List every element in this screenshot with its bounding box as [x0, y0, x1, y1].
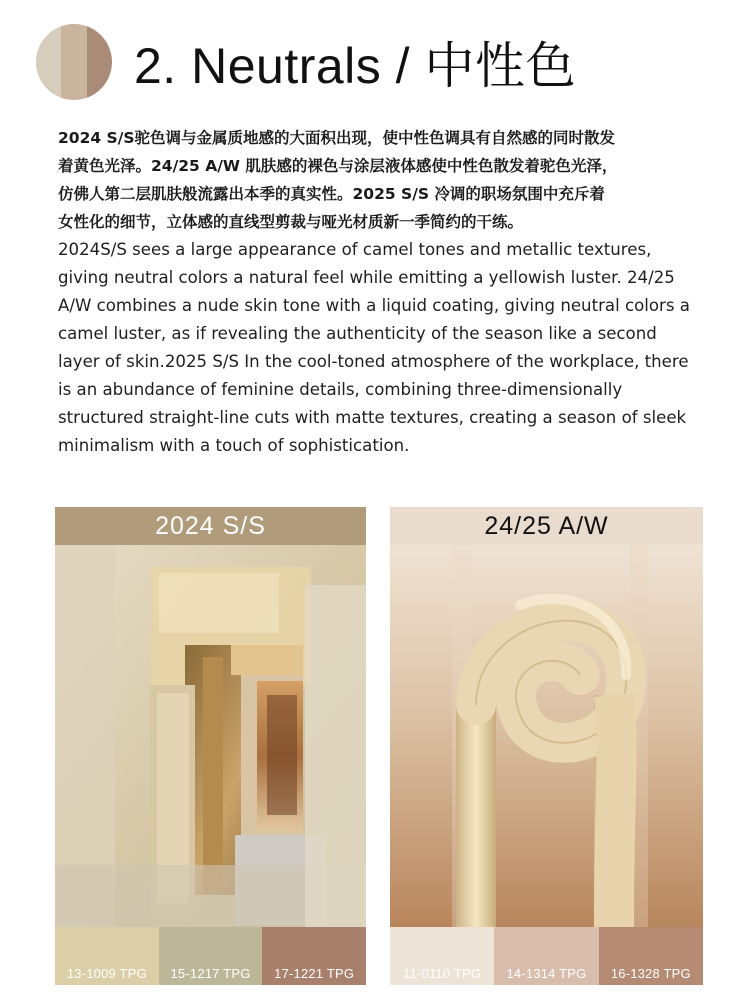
color-swatch: [55, 927, 159, 985]
swatch-row: [55, 927, 366, 985]
liquid-coating-photo: [390, 545, 703, 927]
description-en-line: minimalism with a touch of sophistication.: [58, 436, 410, 455]
logo-band-1: [36, 24, 61, 100]
description-en-line: A/W combines a nude skin tone with a liquid coating, giving neutral colors a: [58, 296, 690, 315]
description-en-line: giving neutral colors a natural feel while emitting a yellowish luster. 24/25: [58, 268, 675, 287]
description-en-line: 2024S/S sees a large appearance of camel tones and metallic textures,: [58, 240, 652, 259]
description-zh-line: 2024 S/S驼色调与金属质地感的大面积出现，使中性色调具有自然感的同时散发: [58, 129, 616, 147]
swatch-code: 14-1314 TPG: [506, 966, 587, 981]
color-swatch: [599, 927, 703, 985]
abstract-arches-illustration: [55, 545, 366, 927]
camel-metallic-photo: [55, 545, 366, 927]
season-heading: 24/25 A/W: [390, 507, 703, 545]
color-swatch: [494, 927, 598, 985]
swatch-code: 16-1328 TPG: [610, 966, 691, 981]
description-zh-line: 着黄色光泽。24/25 A/W 肌肤感的裸色与涂层液体感使中性色散发着驼色光泽，: [58, 157, 618, 175]
page-header: [36, 22, 576, 102]
season-panel-2024-ss: [55, 507, 366, 985]
description-en-line: structured straight-line cuts with matte textures, creating a season of sleek: [58, 408, 687, 427]
page-title: 2. Neutrals / 中性色: [134, 38, 576, 94]
logo-band-3: [87, 24, 112, 100]
description-zh-line: 女性化的细节，立体感的直线型剪裁与哑光材质新一季简约的干练。: [58, 213, 524, 231]
description: [58, 124, 718, 460]
season-heading: 2024 S/S: [55, 507, 366, 545]
swatch-code: 17-1221 TPG: [274, 966, 355, 981]
swatch-code: 11-0110 TPG: [403, 966, 482, 981]
description-en-line: is an abundance of feminine details, combining three-dimensionally: [58, 380, 623, 399]
swatch-code: 13-1009 TPG: [66, 966, 147, 981]
swatch-row: [390, 927, 703, 985]
season-panel-2425-aw: [390, 507, 703, 985]
description-zh-line: 仿佛人第二层肌肤般流露出本季的真实性。2025 S/S 冷调的职场氛围中充斥着: [58, 185, 605, 203]
logo-band-2: [61, 24, 86, 100]
description-en-line: layer of skin.2025 S/S In the cool-toned atmosphere of the workplace, there: [58, 352, 689, 371]
color-swatch: [262, 927, 366, 985]
swatch-code: 15-1217 TPG: [170, 966, 251, 981]
neutrals-color-logo-icon: [36, 24, 112, 100]
color-swatch: [159, 927, 263, 985]
description-en-line: camel luster, as if revealing the authenticity of the season like a second: [58, 324, 657, 343]
color-swatch: [390, 927, 494, 985]
knotted-tube-illustration: [390, 545, 703, 927]
